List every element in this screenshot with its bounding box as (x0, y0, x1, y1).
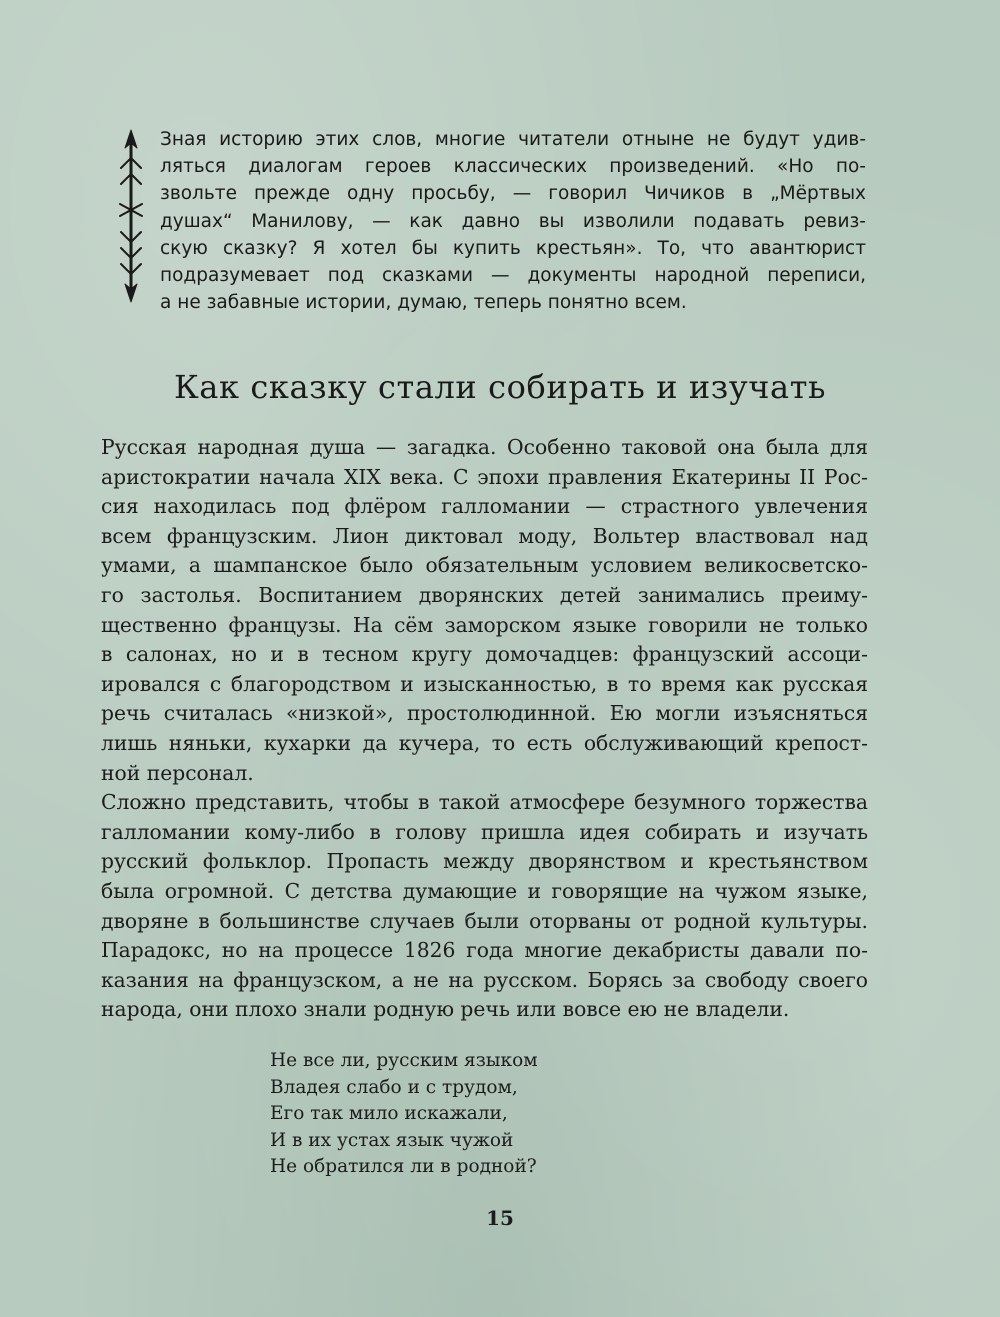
poem-quote (270, 1048, 538, 1181)
sidebar-line: Зная историю этих слов, многие читатели отныне не будут удив- (160, 129, 866, 150)
sidebar-paragraph (160, 126, 866, 316)
sidebar-line: а не забавные истории, думаю, теперь понятно всем. (160, 292, 687, 314)
poem-line: Владея слабо и с трудом, (270, 1076, 518, 1098)
paragraph-line: в салонах, но и в тесном кругу домочадцев: французский ассоци- (101, 642, 868, 667)
sidebar-line: душах“ Манилову, — как давно вы изволили подавать ревиз- (160, 210, 866, 232)
page-number: 15 (486, 1206, 514, 1230)
paragraph-line: сия находилась под флёром галломании — страстного увлечения (101, 494, 868, 519)
paragraph-line: народа, они плохо знали родную речь или вовсе ею не владели. (101, 997, 790, 1022)
poem-line: Не все ли, русским языком (270, 1050, 538, 1071)
sidebar-note (110, 126, 870, 316)
paragraph-line: го застолья. Воспитанием дворянских детей занимались преиму- (101, 582, 868, 607)
paragraph-line: казания на французском, а не на русском. Борясь за свободу своего (101, 967, 868, 992)
poem-line: И в их устах язык чужой (270, 1129, 514, 1151)
paragraph-line: умами, а шампанское было обязательным условием великосветско- (101, 553, 868, 578)
paragraph-line: Парадокс, но на процессе 1826 года многие декабристы давали по- (101, 938, 868, 963)
poem-line: Не обратился ли в родной? (270, 1156, 537, 1177)
paragraph-line: была огромной. С детства думающие и говорящие на чужом языке, (101, 878, 868, 903)
paragraph-line: Русская народная душа — загадка. Особенно таковой она была для (101, 435, 868, 459)
sidebar-line: подразумевает под сказками — документы народной переписи, (160, 265, 866, 287)
paragraph-line: всем французским. Лион диктовал моду, Вольтер властвовал над (101, 523, 868, 548)
paragraph-line: речь считалась «низкой», простолюдинной. Ею могли изъясняться (101, 701, 868, 726)
paragraph-line: щественно французы. На сём заморском языке говорили не только (101, 612, 868, 637)
arrow-ornament-icon (110, 126, 152, 306)
paragraph-line: Сложно представить, чтобы в такой атмосфере безумного торжества (101, 790, 868, 815)
sidebar-line: скую сказку? Я хотел бы купить крестьян». То, что авантюрист (160, 237, 866, 259)
main-text (101, 433, 868, 1025)
sidebar-line: ляться диалогам героев классических произведений. «Но по- (160, 156, 866, 178)
paragraph-line: ировался с благородством и изысканностью, в то время как русская (101, 671, 868, 696)
paragraph-line: лишь няньки, кухарки да кучера, то есть обслуживающий крепост- (101, 730, 868, 755)
section-title: Как сказку стали собирать и изучать (173, 368, 827, 406)
paragraph-line: ной персонал. (101, 760, 254, 785)
paragraph-line: дворяне в большинстве случаев были оторваны от родной культуры. (101, 908, 868, 933)
paragraph-line: аристократии начала XIX века. С эпохи правления Екатерины II Рос- (101, 464, 868, 489)
paragraph-line: галломании кому-либо в голову пришла идея собирать и изучать (101, 819, 868, 844)
sidebar-line: звольте прежде одну просьбу, — говорил Чичиков в „Мёртвых (160, 183, 866, 205)
poem-line: Его так мило искажали, (270, 1103, 508, 1124)
paragraph-line: русский фольклор. Пропасть между дворянством и крестьянством (101, 849, 868, 874)
